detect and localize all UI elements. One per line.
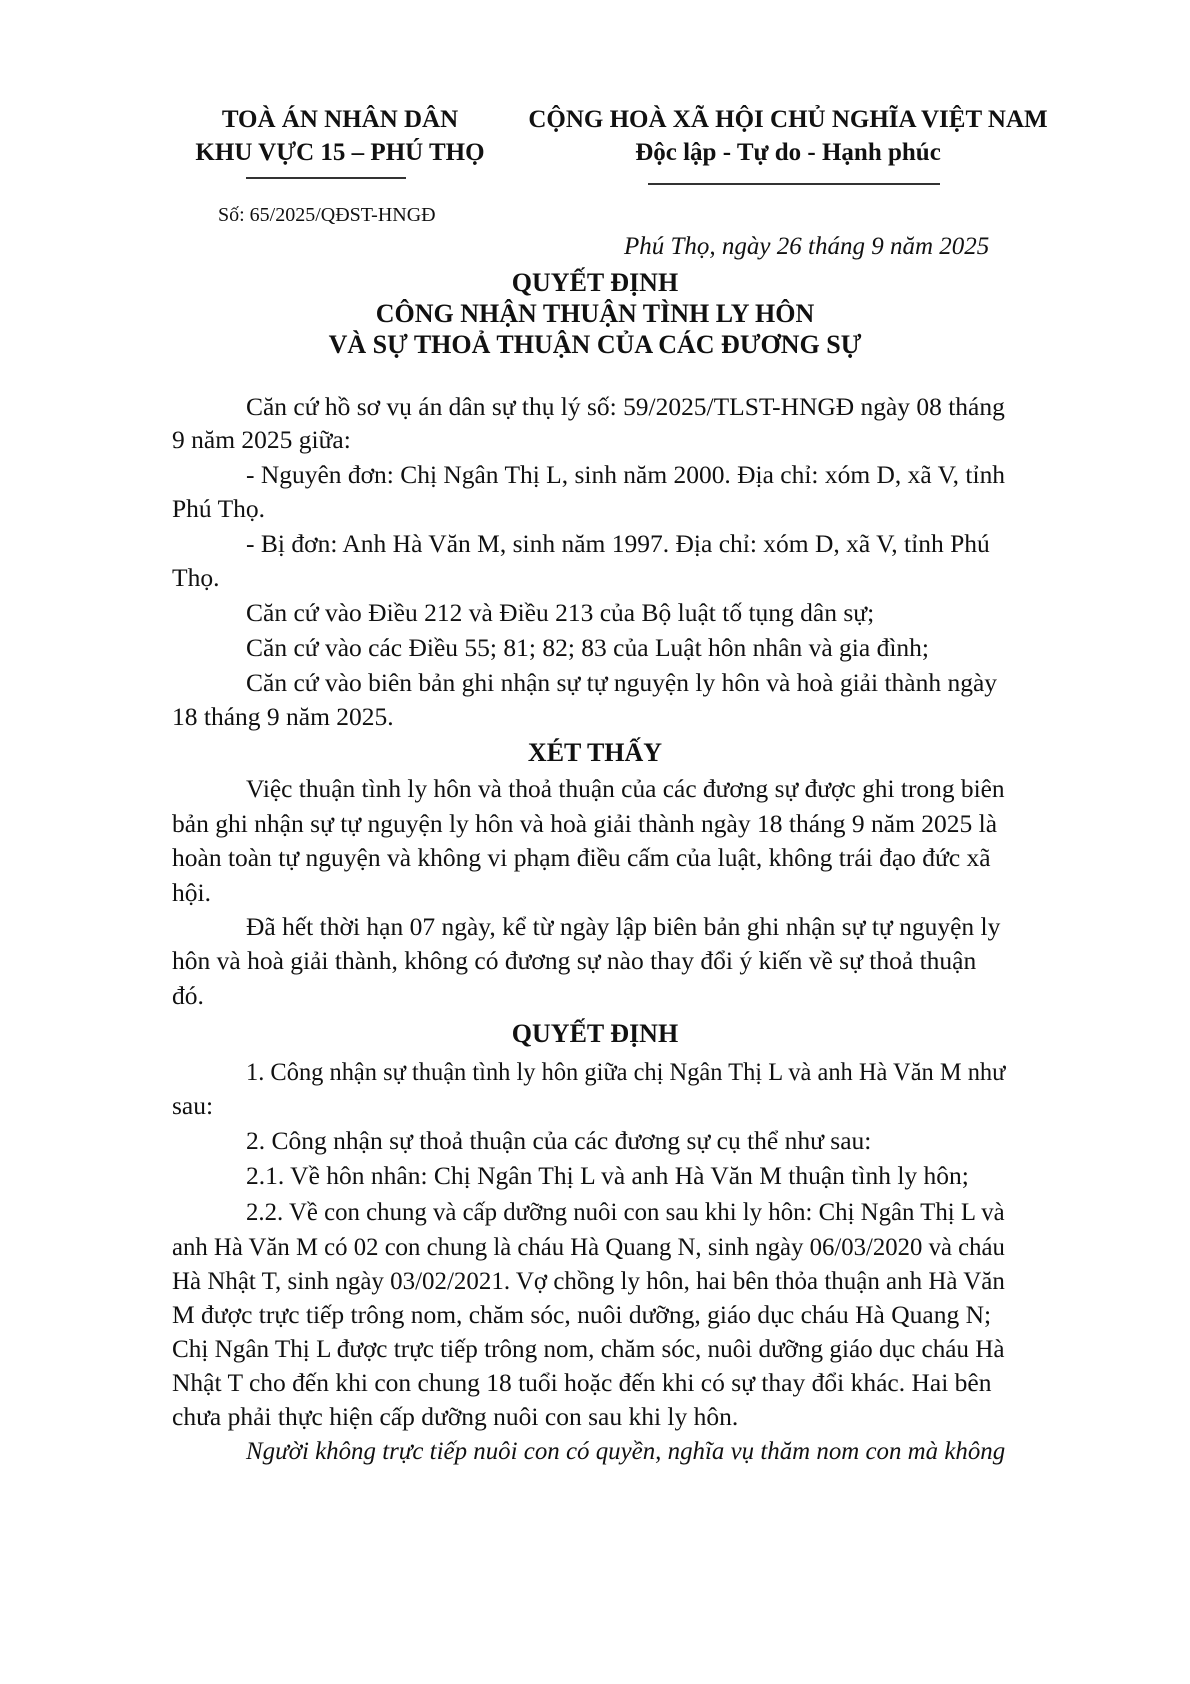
decision-item-2-2-l5: Chị Ngân Thị L được trực tiếp trông nom, chăm sóc, nuôi dưỡng giáo dục cháu Hà <box>172 1334 1005 1363</box>
decision-item-2-1: 2.1. Về hôn nhân: Chị Ngân Thị L và anh Hà Văn M thuận tình ly hôn; <box>246 1161 969 1190</box>
plaintiff-info: - Nguyên đơn: Chị Ngân Thị L, sinh năm 2000. Địa chỉ: xóm D, xã V, tỉnh <box>246 460 1006 489</box>
visitation-note: Người không trực tiếp nuôi con có quyền, nghĩa vụ thăm nom con mà không <box>246 1436 1006 1465</box>
defendant-info-cont: Thọ. <box>172 563 220 592</box>
court-name: TOÀ ÁN NHÂN DÂN <box>221 106 459 133</box>
decision-item-2-2-l4: M được trực tiếp trông nom, chăm sóc, nuôi dưỡng, giáo dục cháu Hà Quang N; <box>172 1300 992 1329</box>
place-date: Phú Thọ, ngày 26 tháng 9 năm 2025 <box>624 233 990 260</box>
decision-item-1-cont: sau: <box>172 1091 214 1120</box>
findings-p2-l1: Đã hết thời hạn 07 ngày, kể từ ngày lập biên bản ghi nhận sự tự nguyện ly <box>246 912 1001 941</box>
basis-record-cont: 18 tháng 9 năm 2025. <box>172 702 394 731</box>
findings-p1-l2: bản ghi nhận sự tự nguyện ly hôn và hoà giải thành ngày 18 tháng 9 năm 2025 là <box>172 809 998 838</box>
findings-p1-l1: Việc thuận tình ly hôn và thoả thuận của các đương sự được ghi trong biên <box>246 774 1005 803</box>
court-underline <box>246 177 406 179</box>
decision-number: Số: 65/2025/QĐST-HNGĐ <box>218 204 436 226</box>
doc-subtitle-1: CÔNG NHẬN THUẬN TÌNH LY HÔN <box>375 299 815 328</box>
national-title: CỘNG HOÀ XÃ HỘI CHỦ NGHĨA VIỆT NAM <box>528 106 1048 133</box>
decision-item-2: 2. Công nhận sự thoả thuận của các đương sự cụ thể như sau: <box>246 1126 872 1155</box>
basis-case-file: Căn cứ hồ sơ vụ án dân sự thụ lý số: 59/2025/TLST-HNGĐ ngày 08 tháng <box>246 392 1005 421</box>
plaintiff-info-cont: Phú Thọ. <box>172 494 266 523</box>
basis-record: Căn cứ vào biên bản ghi nhận sự tự nguyện ly hôn và hoà giải thành ngày <box>246 668 998 697</box>
basis-family-law: Căn cứ vào các Điều 55; 81; 82; 83 của Luật hôn nhân và gia đình; <box>246 633 930 662</box>
court-region: KHU VỰC 15 – PHÚ THỌ <box>195 139 485 166</box>
decision-item-2-2-l3: Hà Nhật T, sinh ngày 03/02/2021. Vợ chồng ly hôn, hai bên thỏa thuận anh Hà Văn <box>172 1266 1005 1295</box>
findings-p1-l4: hội. <box>172 878 211 907</box>
national-motto: Độc lập - Tự do - Hạnh phúc <box>635 139 941 166</box>
doc-subtitle-2: VÀ SỰ THOẢ THUẬN CỦA CÁC ĐƯƠNG SỰ <box>328 330 862 359</box>
decision-item-2-2-l2: anh Hà Văn M có 02 con chung là cháu Hà Quang N, sinh ngày 06/03/2020 và cháu <box>172 1232 1005 1261</box>
findings-heading: XÉT THẤY <box>527 738 663 767</box>
defendant-info: - Bị đơn: Anh Hà Văn M, sinh năm 1997. Địa chỉ: xóm D, xã V, tỉnh Phú <box>246 529 990 558</box>
basis-case-file-cont: 9 năm 2025 giữa: <box>172 425 351 454</box>
basis-civil-procedure: Căn cứ vào Điều 212 và Điều 213 của Bộ luật tố tụng dân sự; <box>246 598 875 627</box>
decision-item-2-2: 2.2. Về con chung và cấp dưỡng nuôi con sau khi ly hôn: Chị Ngân Thị L và <box>246 1197 1005 1226</box>
findings-p2-l3: đó. <box>172 981 204 1010</box>
decision-item-2-2-l7: chưa phải thực hiện cấp dưỡng nuôi con sau khi ly hôn. <box>172 1402 739 1431</box>
findings-p1-l3: hoàn toàn tự nguyện và không vi phạm điều cấm của luật, không trái đạo đức xã <box>172 843 991 872</box>
motto-underline <box>648 183 940 185</box>
decision-item-1: 1. Công nhận sự thuận tình ly hôn giữa chị Ngân Thị L và anh Hà Văn M như <box>246 1057 1006 1086</box>
doc-title: QUYẾT ĐỊNH <box>511 268 679 297</box>
findings-p2-l2: hôn và hoà giải thành, không có đương sự nào thay đổi ý kiến về sự thoả thuận <box>172 946 977 975</box>
decision-item-2-2-l6: Nhật T cho đến khi con chung 18 tuổi hoặc đến khi có sự thay đổi khác. Hai bên <box>172 1368 992 1397</box>
decision-heading: QUYẾT ĐỊNH <box>511 1019 679 1048</box>
